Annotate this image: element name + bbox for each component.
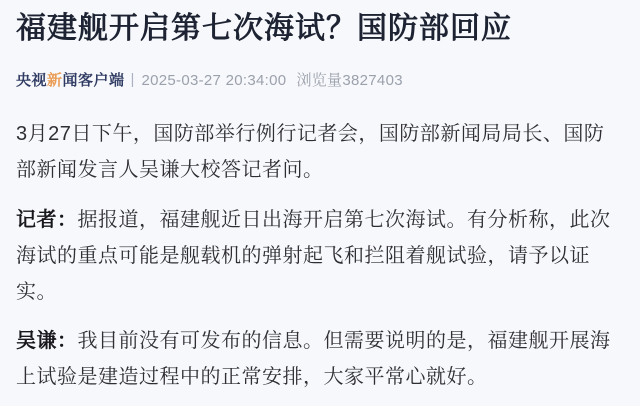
article-title: 福建舰开启第七次海试？国防部回应 <box>16 12 512 45</box>
brand-highlight: 新 <box>47 72 63 89</box>
paragraph-spokesperson-answer <box>16 323 624 395</box>
brand-prefix: 央视 <box>16 72 48 89</box>
byline <box>16 69 624 90</box>
paragraph-intro <box>16 116 624 188</box>
publish-timestamp: 2025-03-27 20:34:00 <box>141 72 287 89</box>
byline-meta <box>141 69 402 90</box>
brand-suffix: 闻客户端 <box>62 72 125 89</box>
source-brand <box>16 69 125 90</box>
byline-separator: | <box>130 71 135 88</box>
speaker-label-reporter: 记者： <box>16 209 78 231</box>
paragraph-text: 据报道，福建舰近日出海开启第七次海试。有分析称，此次海试的重点可能是舰载机的弹射起飞和拦阻着舰试验，请予以证实。 <box>16 209 611 303</box>
paragraph-text: 3月27日下午，国防部举行例行记者会，国防部新闻局局长、国防部新闻发言人吴谦大校答记者问。 <box>16 123 605 181</box>
speaker-label-wuqian: 吴谦： <box>16 330 78 352</box>
paragraph-text: 我目前没有可发布的信息。但需要说明的是，福建舰开展海上试验是建造过程中的正常安排，大家平常心就好。 <box>16 330 611 388</box>
view-count: 浏览量3827403 <box>296 72 403 89</box>
paragraph-reporter-question <box>16 202 624 310</box>
